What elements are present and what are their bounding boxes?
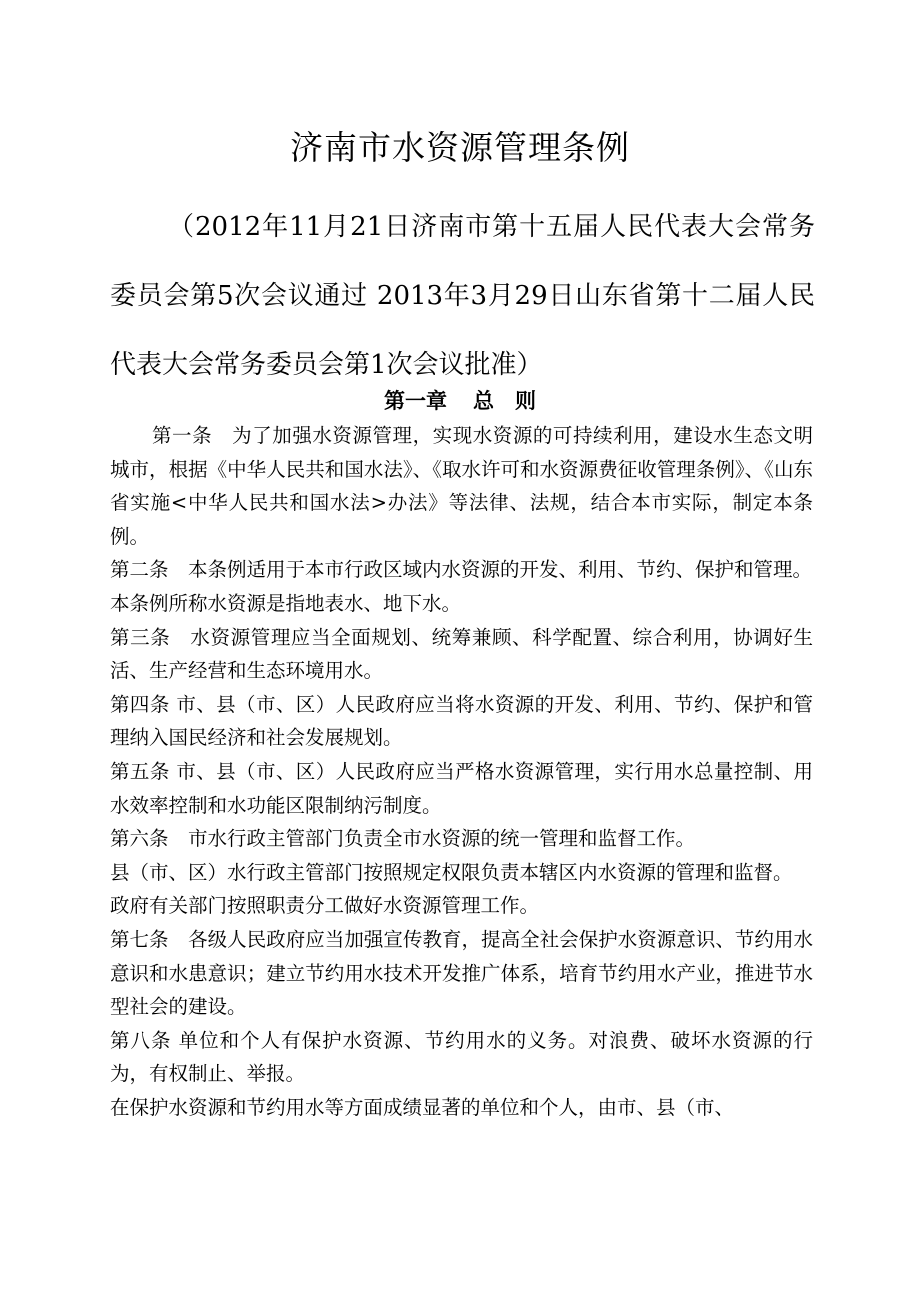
article-6-clause-2: 县（市、区）水行政主管部门按照规定权限负责本辖区内水资源的管理和监督。 (110, 860, 793, 884)
chapter-name: 总 则 (473, 389, 536, 413)
chapter-heading (0, 383, 920, 419)
document-title: 济南市水资源管理条例 (290, 128, 630, 167)
article-5: 第五条 市、县（市、区）人民政府应当严格水资源管理，实行用水总量控制、用水效率控制和水功能区限制纳污制度。 (110, 759, 813, 817)
document-body (110, 419, 813, 1124)
article-1: 第一条 为了加强水资源管理，实现水资源的可持续利用，建设水生态文明城市，根据《中华人民共和国水法》、《取水许可和水资源费征收管理条例》、《山东省实施<中华人民共和国水法>办法》等法律、法规，结合本市实际，制定本条例。 (110, 424, 813, 548)
article-7: 第七条 各级人民政府应当加强宣传教育，提高全社会保护水资源意识、节约用水意识和水患意识；建立节约用水技术开发推广体系，培育节约用水产业，推进节水型社会的建设。 (110, 927, 813, 1019)
article-6-clause-3: 政府有关部门按照职责分工做好水资源管理工作。 (110, 894, 540, 918)
article-4: 第四条 市、县（市、区）人民政府应当将水资源的开发、利用、节约、保护和管理纳入国民经济和社会发展规划。 (110, 692, 813, 750)
article-8: 第八条 单位和个人有保护水资源、节约用水的义务。对浪费、破坏水资源的行为，有权制止、举报。 (110, 1028, 813, 1086)
article-2-clause: 本条例所称水资源是指地表水、地下水。 (110, 591, 462, 615)
article-2: 第二条 本条例适用于本市行政区域内水资源的开发、利用、节约、保护和管理。 (110, 558, 813, 582)
article-6: 第六条 市水行政主管部门负责全市水资源的统一管理和监督工作。 (110, 827, 696, 851)
article-8-clause-2: 在保护水资源和节约用水等方面成绩显著的单位和个人，由市、县（市、 (110, 1095, 735, 1119)
chapter-number: 第一章 (384, 389, 447, 413)
article-3: 第三条 水资源管理应当全面规划、统筹兼顾、科学配置、综合利用，协调好生活、生产经营和生态环境用水。 (110, 625, 813, 683)
document-subtitle: （2012年11月21日济南市第十五届人民代表大会常务委员会第5次会议通过 2013年3月29日山东省第十二届人民代表大会常务委员会第1次会议批准） (110, 212, 815, 380)
